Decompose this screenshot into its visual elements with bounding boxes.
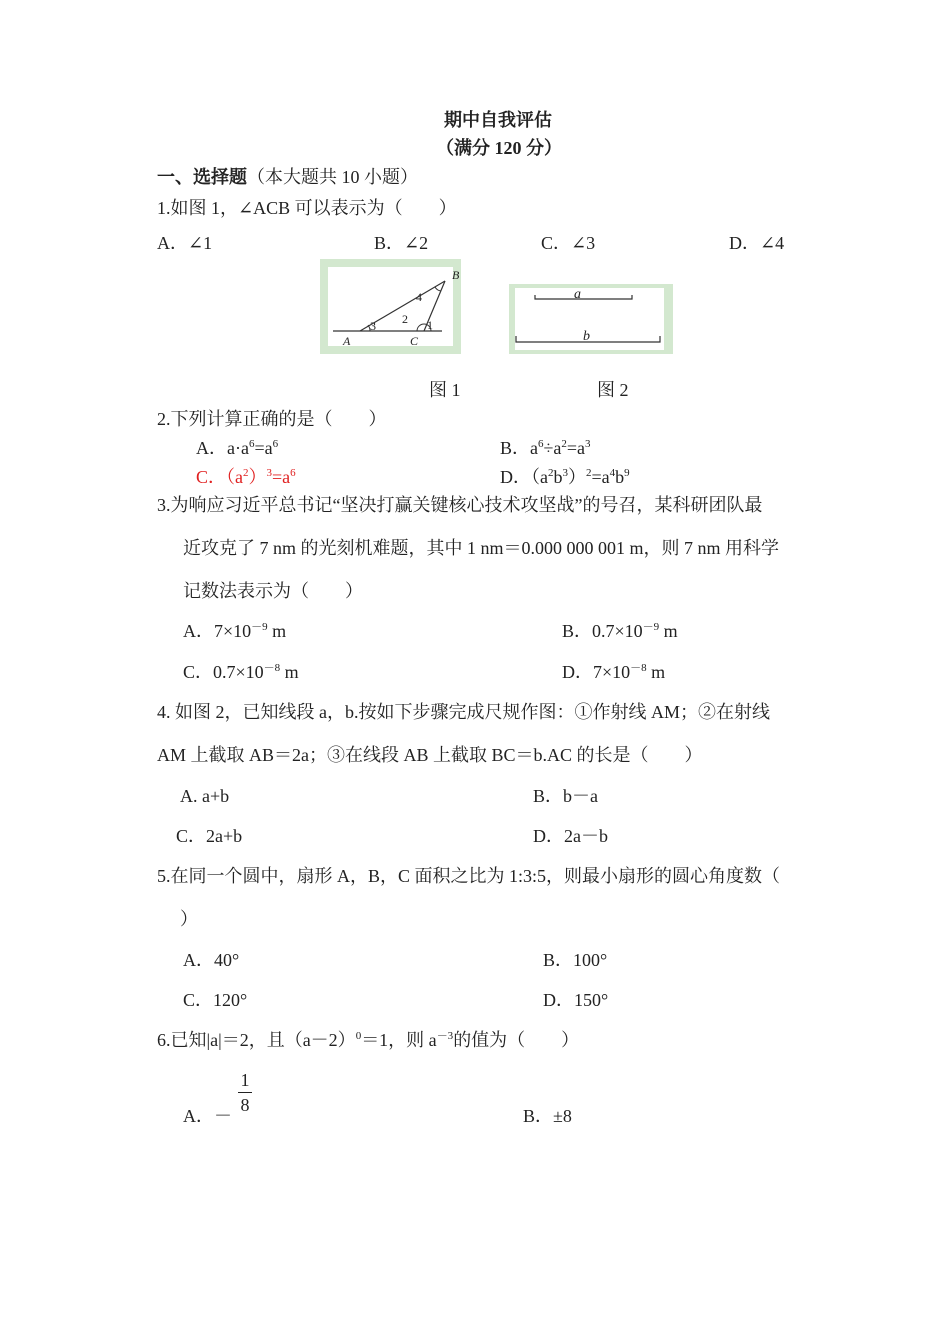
exponent: 6 bbox=[248, 438, 255, 450]
label-b: B bbox=[452, 268, 460, 282]
label-a: A bbox=[343, 334, 351, 348]
exponent: －8 bbox=[630, 662, 647, 674]
exponent: －3 bbox=[436, 1030, 454, 1042]
q5-line-1: 5.在同一个圆中，扇形 A，B，C 面积之比为 1:3:5，则最小扇形的圆心角度数（ bbox=[157, 866, 781, 886]
minus-sign: － bbox=[214, 1106, 232, 1126]
doc-title: 期中自我评估 bbox=[444, 110, 552, 130]
label-segment-b: b bbox=[583, 329, 590, 344]
q1-option-d: D．∠4 bbox=[729, 233, 785, 253]
exponent: 3 bbox=[562, 467, 568, 479]
exponent: －8 bbox=[263, 662, 281, 674]
fraction-one-eighth bbox=[238, 1070, 252, 1115]
q3-line-3: 记数法表示为（ ） bbox=[183, 581, 363, 601]
text: B．a bbox=[500, 438, 538, 458]
text: =a bbox=[254, 438, 273, 458]
text: b bbox=[553, 467, 563, 487]
q3-option-d bbox=[562, 661, 665, 683]
text: D．7×10 bbox=[562, 662, 631, 682]
q4-line-1: 4. 如图 2，已知线段 a，b.按如下步骤完成尺规作图：①作射线 AM；②在射线 bbox=[157, 702, 770, 722]
q2-option-d bbox=[500, 466, 630, 488]
q6-option-b: B．±8 bbox=[523, 1106, 572, 1126]
figure-1-triangle bbox=[320, 259, 461, 354]
text: m bbox=[646, 662, 666, 682]
q5-line-2: ） bbox=[180, 909, 198, 929]
exponent: 6 bbox=[538, 438, 544, 450]
exponent: 6 bbox=[272, 438, 279, 450]
text: b bbox=[615, 467, 625, 487]
label-2: 2 bbox=[402, 312, 408, 326]
doc-subtitle: （满分 120 分） bbox=[436, 138, 562, 158]
segments-diagram bbox=[509, 284, 673, 354]
q2-option-b bbox=[500, 437, 591, 459]
text: m bbox=[280, 662, 299, 682]
q5-option-a: A．40° bbox=[183, 950, 240, 970]
q4-line-2: AM 上截取 AB＝2a；③在线段 AB 上截取 BC＝b.AC 的长是（ ） bbox=[157, 745, 703, 765]
q6-stem bbox=[157, 1029, 579, 1051]
text: =a bbox=[566, 438, 586, 458]
q3-line-2: 近攻克了 7 nm 的光刻机难题，其中 1 nm＝0.000 000 001 m，则 7 nm 用科学 bbox=[183, 538, 780, 558]
figure-2-segments bbox=[509, 284, 673, 354]
text: A．7×10 bbox=[183, 621, 252, 641]
exponent: －9 bbox=[642, 621, 660, 633]
exponent: 2 bbox=[243, 467, 249, 479]
q2-stem: 2.下列计算正确的是（ ） bbox=[157, 409, 387, 429]
q5-option-d: D．150° bbox=[543, 990, 609, 1010]
section-title: 一、选择题 bbox=[157, 167, 247, 187]
q3-line-1: 3.为响应习近平总书记“坚决打赢关键核心技术攻坚战”的号召，某科研团队最 bbox=[157, 495, 763, 515]
exponent: 0 bbox=[355, 1030, 362, 1042]
q1-option-c: C．∠3 bbox=[541, 233, 596, 253]
q2-option-a bbox=[196, 437, 278, 459]
text: D．（a bbox=[500, 467, 548, 487]
text: ） bbox=[568, 467, 586, 487]
text: ） bbox=[248, 467, 267, 487]
text: ÷a bbox=[543, 438, 562, 458]
option-label: A． bbox=[183, 1106, 214, 1126]
q3-option-c bbox=[183, 661, 299, 683]
exponent: 2 bbox=[561, 438, 567, 450]
q4-option-d: D．2a－b bbox=[533, 826, 608, 846]
exponent: 9 bbox=[624, 467, 630, 479]
exponent: 4 bbox=[609, 467, 616, 479]
q3-option-a bbox=[183, 620, 286, 642]
q3-option-b bbox=[562, 620, 678, 642]
label-4: 4 bbox=[416, 290, 422, 304]
section-note: （本大题共 10 小题） bbox=[247, 167, 418, 187]
exponent: 2 bbox=[586, 467, 592, 479]
label-3: 3 bbox=[370, 319, 376, 333]
text: =a bbox=[591, 467, 610, 487]
q4-option-a: A. a+b bbox=[180, 786, 230, 806]
label-c: C bbox=[410, 334, 419, 348]
text: 6.已知|a|＝2，且（a－2） bbox=[157, 1030, 356, 1050]
q5-option-c: C．120° bbox=[183, 990, 248, 1010]
q4-option-c: C．2a+b bbox=[176, 826, 243, 846]
exponent: 3 bbox=[585, 438, 591, 450]
text: ＝1，则 a bbox=[361, 1030, 437, 1050]
text: m bbox=[659, 621, 678, 641]
denominator: 8 bbox=[240, 1095, 250, 1115]
q1-stem: 1.如图 1，∠ACB 可以表示为（ ） bbox=[157, 198, 457, 218]
numerator: 1 bbox=[240, 1070, 250, 1090]
exponent: 6 bbox=[290, 467, 296, 479]
section-heading bbox=[157, 166, 418, 188]
exponent: 3 bbox=[266, 467, 272, 479]
text: A．a·a bbox=[196, 438, 249, 458]
text: B．0.7×10 bbox=[562, 621, 643, 641]
q5-option-b: B．100° bbox=[543, 950, 608, 970]
q1-option-a: A．∠1 bbox=[157, 233, 213, 253]
figure-2-caption: 图 2 bbox=[597, 380, 629, 400]
exponent: 2 bbox=[548, 467, 554, 479]
triangle-diagram bbox=[320, 259, 461, 354]
text: C．（a bbox=[196, 467, 243, 487]
label-1: 1 bbox=[427, 318, 433, 332]
q4-option-b: B．b－a bbox=[533, 786, 598, 806]
text: =a bbox=[272, 467, 291, 487]
q2-option-c bbox=[196, 466, 296, 488]
text: 的值为（ ） bbox=[453, 1030, 580, 1050]
text: m bbox=[267, 621, 287, 641]
q1-option-b: B．∠2 bbox=[374, 233, 429, 253]
figure-1-caption: 图 1 bbox=[429, 380, 461, 400]
label-segment-a: a bbox=[574, 287, 581, 302]
text: C．0.7×10 bbox=[183, 662, 264, 682]
q6-option-a bbox=[183, 1105, 232, 1127]
exponent: －9 bbox=[251, 621, 268, 633]
